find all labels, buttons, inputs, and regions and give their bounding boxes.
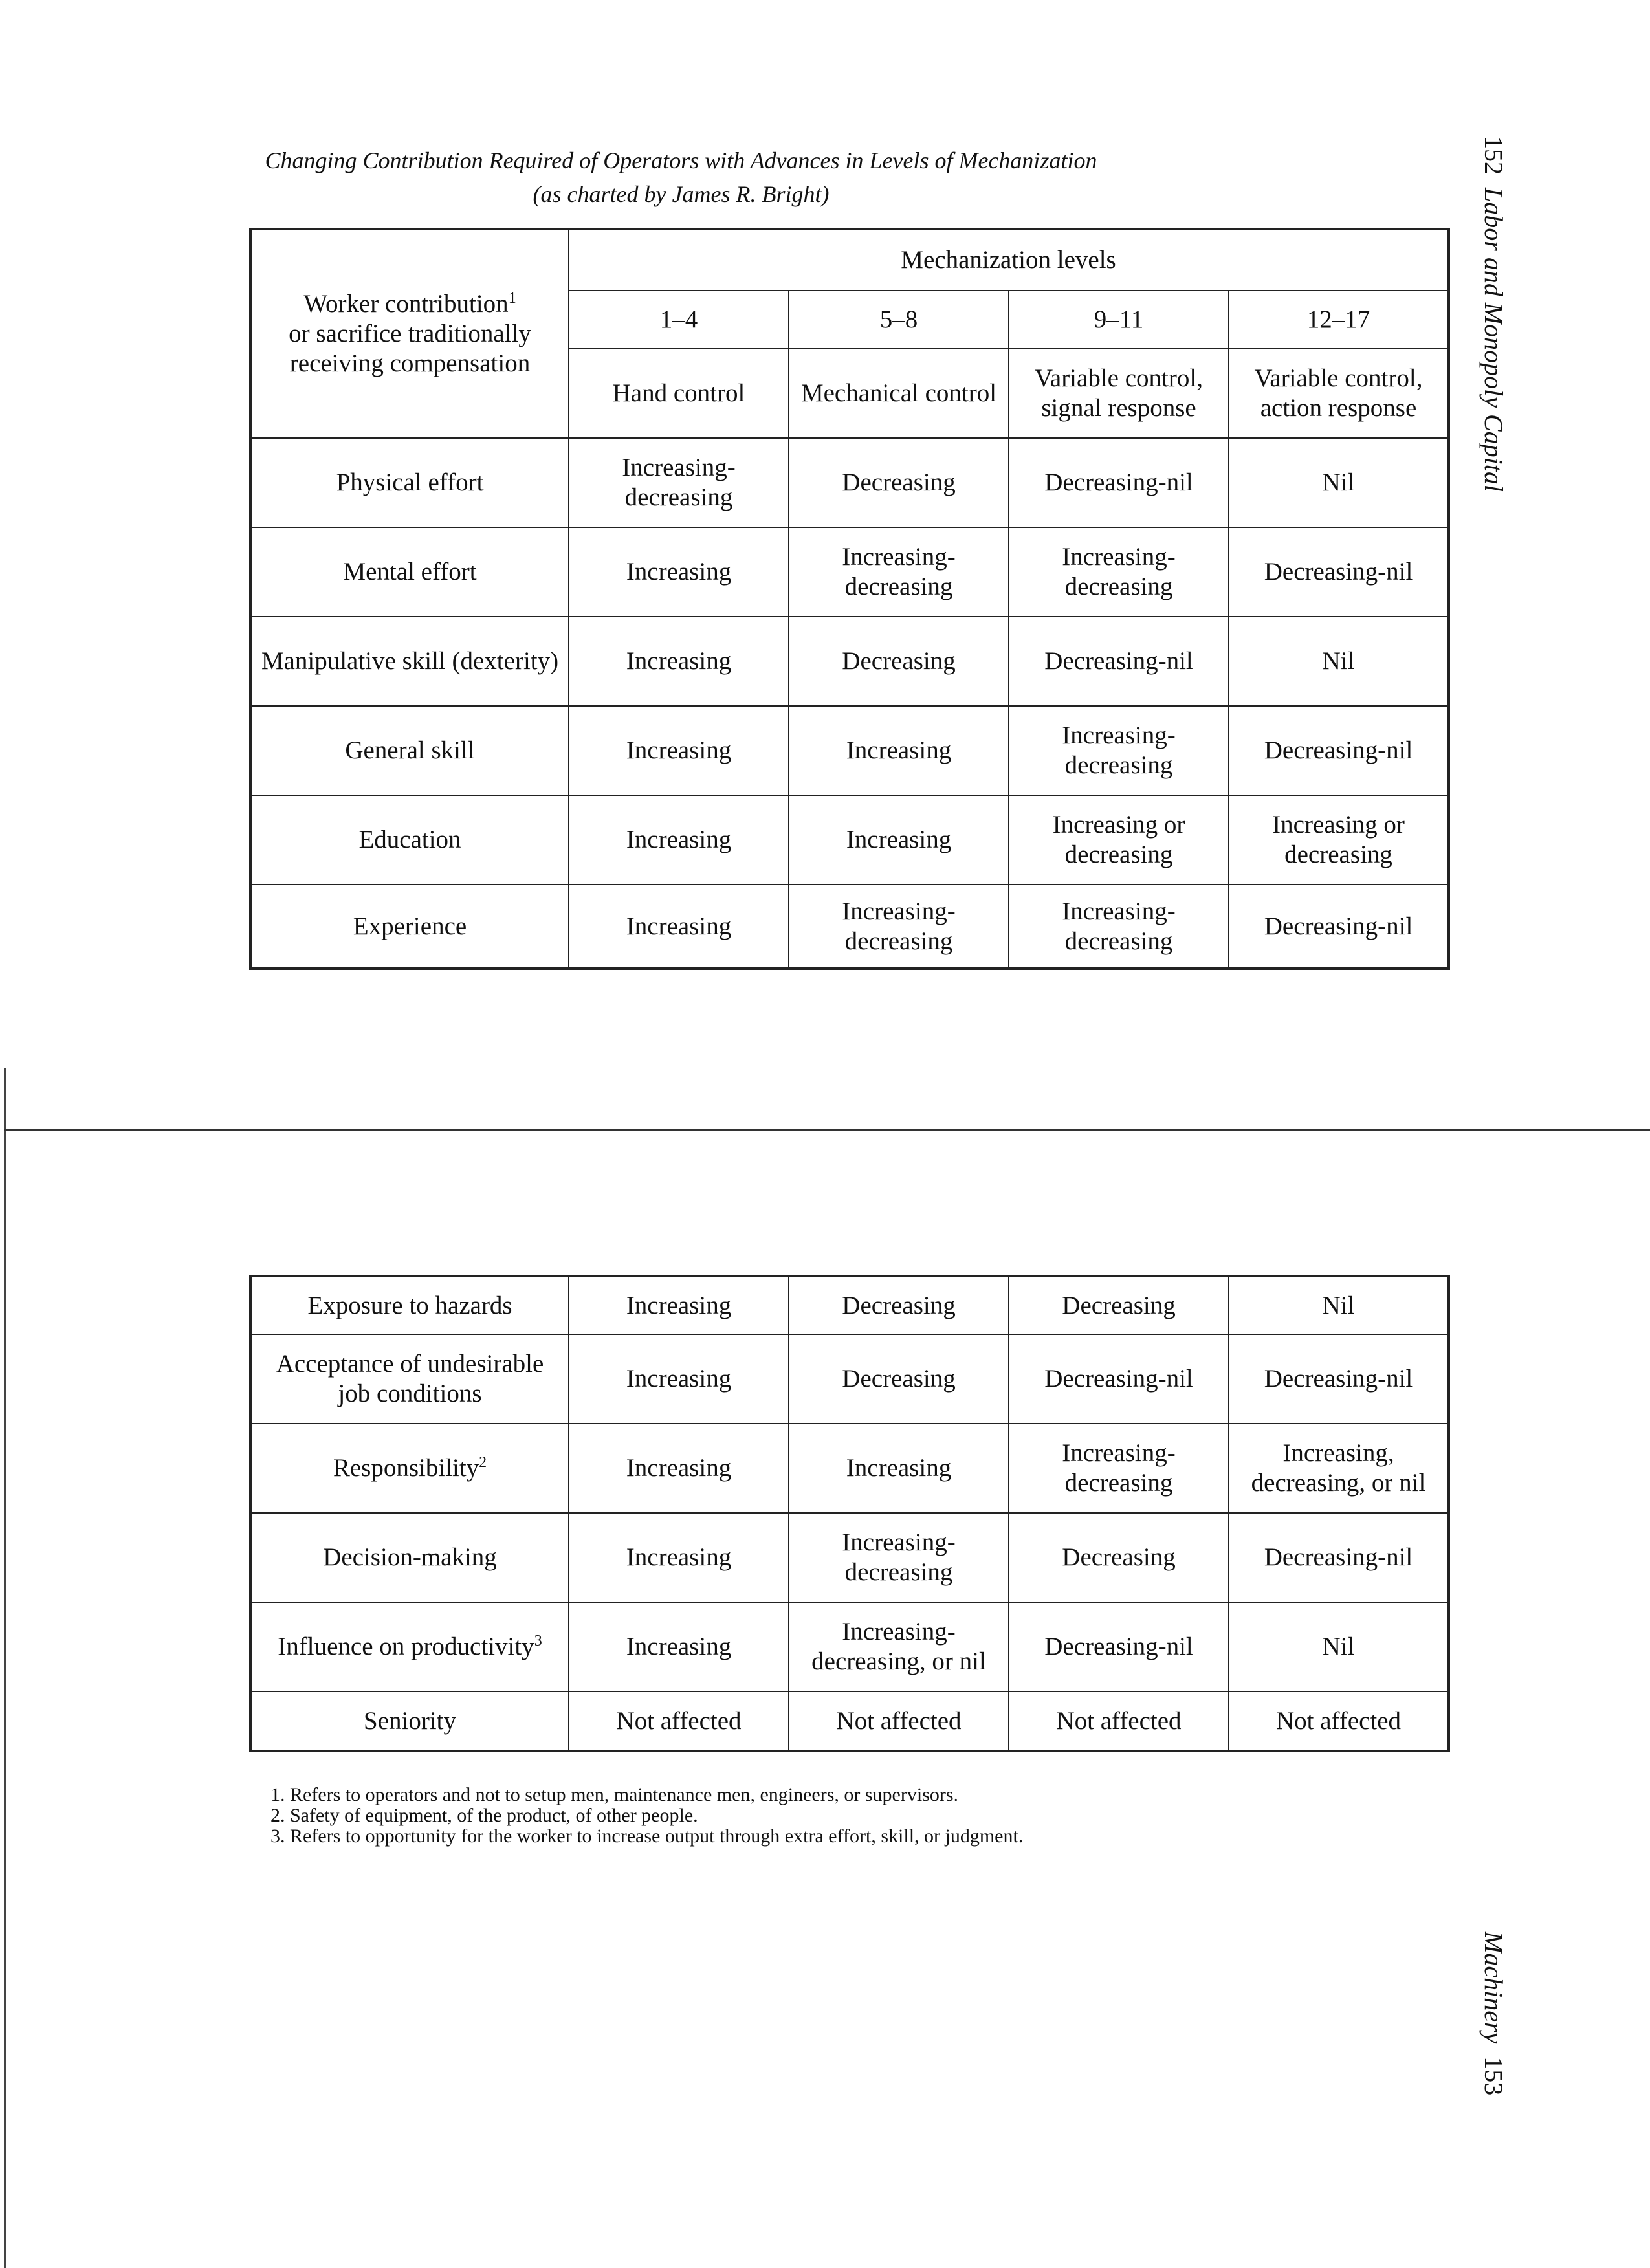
- footnote-ref: 3: [534, 1633, 542, 1649]
- table-row: [250, 706, 1449, 795]
- value-cell: Decreasing: [789, 617, 1009, 706]
- row-label-cell: [250, 1691, 569, 1751]
- table-row: [250, 885, 1449, 969]
- value-cell: Increasing: [569, 1602, 789, 1691]
- value-cell: Increasing: [569, 885, 789, 969]
- table-row: [250, 1691, 1449, 1751]
- table-row: [250, 1276, 1449, 1334]
- value-cell: Decreasing-nil: [1229, 706, 1449, 795]
- value-cell: Decreasing-nil: [1229, 527, 1449, 617]
- value-cell: Not affected: [1229, 1691, 1449, 1751]
- row-label-cell: [250, 1513, 569, 1602]
- row-label: Responsibility: [333, 1454, 479, 1482]
- value-cell: Increasing: [569, 1424, 789, 1513]
- value-cell: Decreasing: [1009, 1276, 1229, 1334]
- value-cell: Increasing-decreasing: [1009, 1424, 1229, 1513]
- page-number-left: 152: [1479, 136, 1508, 175]
- level-cell: 1–4: [569, 291, 789, 349]
- running-foot: [1479, 1932, 1509, 2095]
- top-table-body: [250, 438, 1449, 969]
- value-cell: Nil: [1229, 617, 1449, 706]
- value-cell: Nil: [1229, 1602, 1449, 1691]
- value-cell: Increasing-decreasing, or nil: [789, 1602, 1009, 1691]
- row-label: Experience: [353, 912, 467, 940]
- value-cell: Increasing, decreasing, or nil: [1229, 1424, 1449, 1513]
- value-cell: Decreasing: [789, 438, 1009, 527]
- value-cell: Decreasing-nil: [1009, 617, 1229, 706]
- table-row: [250, 1334, 1449, 1424]
- value-cell: Not affected: [1009, 1691, 1229, 1751]
- value-cell: Increasing or decreasing: [1229, 795, 1449, 885]
- value-cell: Not affected: [569, 1691, 789, 1751]
- value-cell: Nil: [1229, 1276, 1449, 1334]
- row-label: Manipulative skill (dexterity): [261, 647, 559, 675]
- table-row: [250, 1602, 1449, 1691]
- footnotes: [270, 1785, 1435, 1847]
- page-divider: [4, 1129, 1650, 1131]
- level-cell: 12–17: [1229, 291, 1449, 349]
- value-cell: Increasing-decreasing: [569, 438, 789, 527]
- value-cell: Increasing-decreasing: [789, 1513, 1009, 1602]
- row-header-label: Worker contribution: [303, 290, 509, 318]
- value-cell: Increasing: [569, 706, 789, 795]
- value-cell: Increasing: [569, 795, 789, 885]
- bottom-table-body: [250, 1276, 1449, 1751]
- row-label: General skill: [345, 736, 475, 764]
- row-label-cell: [250, 795, 569, 885]
- control-cell: Variable control, action response: [1229, 349, 1449, 438]
- row-header-label-rest: or sacrifice traditionally receiving compensation: [289, 320, 531, 377]
- row-label: Acceptance of undesirable job conditions: [276, 1350, 544, 1407]
- value-cell: Increasing: [569, 527, 789, 617]
- book-title: Labor and Monopoly Capital: [1479, 188, 1508, 492]
- value-cell: Increasing: [789, 706, 1009, 795]
- value-cell: Decreasing-nil: [1009, 1334, 1229, 1424]
- value-cell: Increasing-decreasing: [1009, 885, 1229, 969]
- chapter-title: Machinery: [1479, 1932, 1508, 2044]
- control-cell: Variable control, signal response: [1009, 349, 1229, 438]
- value-cell: Increasing: [789, 1424, 1009, 1513]
- row-label: Education: [358, 826, 461, 853]
- row-label-cell: [250, 527, 569, 617]
- value-cell: Decreasing-nil: [1009, 438, 1229, 527]
- row-header-cell: [250, 229, 569, 438]
- row-label: Decision-making: [323, 1543, 497, 1571]
- row-label: Physical effort: [336, 468, 484, 496]
- control-cell: Mechanical control: [789, 349, 1009, 438]
- value-cell: Decreasing: [1009, 1513, 1229, 1602]
- row-label-cell: [250, 438, 569, 527]
- caption-line-2: (as charted by James R. Bright): [533, 181, 830, 207]
- value-cell: Increasing: [569, 1513, 789, 1602]
- running-head: [1479, 136, 1509, 492]
- row-label: Seniority: [364, 1706, 456, 1735]
- control-cell: Hand control: [569, 349, 789, 438]
- row-label-cell: [250, 706, 569, 795]
- caption-line-1: Changing Contribution Required of Operators with Advances in Levels of Mechanization: [265, 148, 1097, 173]
- value-cell: Increasing: [569, 1276, 789, 1334]
- row-label-cell: [250, 1424, 569, 1513]
- value-cell: Increasing or decreasing: [1009, 795, 1229, 885]
- value-cell: Decreasing-nil: [1229, 1513, 1449, 1602]
- value-cell: Increasing-decreasing: [789, 885, 1009, 969]
- value-cell: Decreasing-nil: [1229, 885, 1449, 969]
- footnote-ref-1: 1: [508, 290, 516, 307]
- value-cell: Increasing: [789, 795, 1009, 885]
- value-cell: Not affected: [789, 1691, 1009, 1751]
- table-row: [250, 617, 1449, 706]
- value-cell: Increasing: [569, 1334, 789, 1424]
- page-edge-rule: [4, 1068, 6, 2268]
- footnote: 1. Refers to operators and not to setup men, maintenance men, engineers, or supervisors.: [270, 1784, 959, 1805]
- table-row: [250, 1424, 1449, 1513]
- mechanization-table-bottom: [249, 1275, 1450, 1752]
- value-cell: Increasing: [569, 617, 789, 706]
- row-label: Influence on productivity: [278, 1633, 534, 1660]
- value-cell: Nil: [1229, 438, 1449, 527]
- value-cell: Increasing-decreasing: [789, 527, 1009, 617]
- level-cell: 5–8: [789, 291, 1009, 349]
- table-row: [250, 795, 1449, 885]
- footnote-ref: 2: [479, 1454, 487, 1471]
- page-number-right: 153: [1479, 2056, 1508, 2096]
- row-label-cell: [250, 617, 569, 706]
- value-cell: Increasing-decreasing: [1009, 527, 1229, 617]
- value-cell: Decreasing: [789, 1276, 1009, 1334]
- footnote: 3. Refers to opportunity for the worker to increase output through extra effort, skill, or judgment.: [270, 1825, 1024, 1847]
- mechanization-levels-header: Mechanization levels: [569, 229, 1449, 291]
- table-row: [250, 438, 1449, 527]
- row-label-cell: [250, 1602, 569, 1691]
- value-cell: Decreasing-nil: [1229, 1334, 1449, 1424]
- row-label: Exposure to hazards: [307, 1291, 512, 1319]
- level-cell: 9–11: [1009, 291, 1229, 349]
- table-row: [250, 527, 1449, 617]
- table-row: [250, 1513, 1449, 1602]
- row-label: Mental effort: [343, 558, 477, 586]
- row-label-cell: [250, 1334, 569, 1424]
- value-cell: Decreasing-nil: [1009, 1602, 1229, 1691]
- row-label-cell: [250, 885, 569, 969]
- table-caption: [246, 144, 1116, 211]
- value-cell: Decreasing: [789, 1334, 1009, 1424]
- row-label-cell: [250, 1276, 569, 1334]
- mechanization-table-top: [249, 228, 1450, 970]
- value-cell: Increasing-decreasing: [1009, 706, 1229, 795]
- footnote: 2. Safety of equipment, of the product, of other people.: [270, 1805, 698, 1826]
